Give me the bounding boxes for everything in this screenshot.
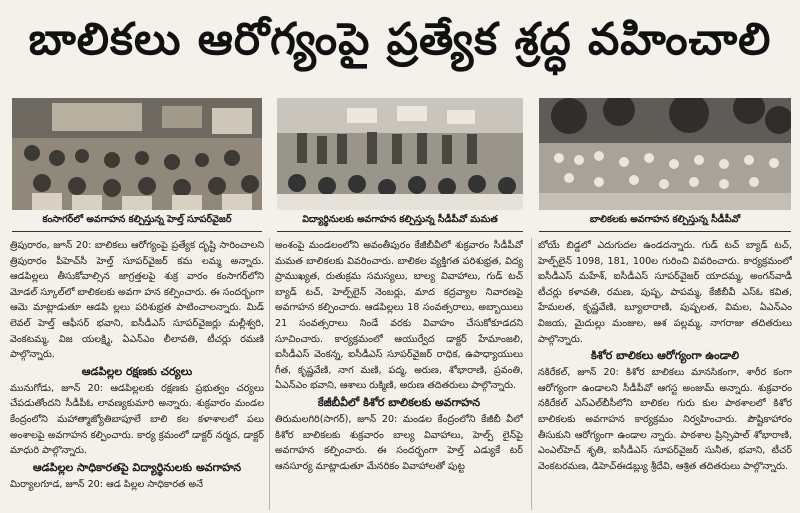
photo-block-2: [277, 98, 523, 234]
column-divider: [269, 238, 270, 510]
photo-caption: బాలికలకు అవగాహన కల్పిస్తున్న సీడీపీవో: [539, 210, 791, 232]
sub-headline: కిశోర బాలికలు ఆరోగ్యంగా ఉండాలి: [590, 349, 740, 363]
article-column-1: [10, 238, 264, 510]
photo-caption: విద్యార్థినులకు అవగాహన కల్పిస్తున్న సీడీపీవో మమత: [277, 210, 523, 232]
article-paragraph: తిరుమలగిరి(సాగర్), జూన్ 20: మండల కేంద్రంలోని కేజీబీ వీలో కిశోర బాలికలకు శుక్రవారం బాల్య వివాహాలు, హెల్ప్ లైన్‌పై అవగాహన కల్పించారు. ఈ సందర్భంగా హెల్త్ ఎడ్యుకే టర్ ఆనసూర్య మాట్లాడుతూ మేనరికం వివాహాలతో పుట్ట: [275, 413, 523, 472]
article-paragraph: బోయే బిడ్డలో ఎదుగుదల ఉండదన్నారు. గుడ్ టచ్ బ్యాడ్ టచ్, హెల్ప్‌లైన్ 1098, 181, 100ల గురించి వివరించారు. కార్యక్రమంలో ఐసీడీఎస్ మహేశ్, ఐసీడీఎస్ సూపర్‌వైజర్ యాదమ్మ, అంగన్‌వాడీ టీచర్లు కళావతి, రమణ, పుష్ప, పాపమ్మ, కేజీబీవీ ఎస్‌ఓ కవిత, హేమలత, కృష్ణవేణి, బ్యూలారాణి, పుష్పలత, విమల, ఏఎన్ఎం విజయ, మైదుల్లు మంజుల, ఆశ పల్లమ్మ, నాగరాజు తదితరులు పాల్గొన్నారు.: [538, 240, 792, 345]
article-headline: బాలికలు ఆరోగ్యంపై ప్రత్యేక శ్రద్ధ వహించాలి: [28, 14, 772, 65]
article-columns: [10, 238, 794, 510]
photo-hall-students: [277, 98, 523, 210]
article-column-3: [538, 238, 792, 510]
sub-headline: ఆడపిల్లల రక్షణకు చర్యలు: [81, 364, 193, 378]
article-paragraph: నకిరేకల్, జూన్ 20: కిశోర బాలికలు మానసికంగా, శారీర కంగా ఆరోగ్యంగా ఉండాలని సీడీపీవో ఆగస్ట అంజుమ్ అన్నారు. శుక్రవారం నకిరేకల్ ఎస్‌ఎల్‌బీసీలోని బాలికల గురు కుల పాఠశాలలో కిశోర బాలికలకు అవగాహన కార్యక్రమం నిర్వహించారు. పౌష్టికాహారం తీసుకుని ఆరోగ్యంగా ఉండాల న్నారు. పాఠశాల ప్రిన్సిపాల్ శోభారాణి, ఎంఎల్‌హెచ్ శృతి, ఐసీడీఎస్ సూపర్‌వైజర్ సునీత, భవాని, టీచర్ వెంకటరమణ, డిహెచ్‌ఈడబ్ల్యు శ్రీదేవి, ఆశ్రిత తదితరులు పాల్గొన్నారు.: [538, 367, 792, 472]
article-paragraph: త్రిపురారం, జూన్ 20: బాలికలు ఆరోగ్యంపై ప్రత్యేక దృష్టి సారించాలని త్రిపురారం పీహెచ్‌సీ హెల్త్ సూపర్‌వైజర్ కమ లమ్మ అన్నారు. ఆడపిల్లలు తీసుకోవాల్సిన జాగ్రత్తలపై శుక్ర వారం కంసాగర్‌లోని మోడల్ స్కూల్‌లో బాలికలకు అవగా హన కల్పించారు. ఈ సందర్భంగా ఆమె మాట్లాడుతూ ఆడపి ల్లలు పరిశుభ్రత పాటించాలన్నారు. మిడ్ లెవల్ హెల్త్ ఆఫీసర్ భవాని, ఐసీడీఎస్ సూపర్‌వైజర్లు మల్లీశ్వరి, వెంకటమ్మ, విజ యలక్ష్మి, ఏఎన్ఎం లీలావతి, టీచర్లు రమణి పాల్గొన్నారు.: [10, 240, 264, 361]
photo-strip: [12, 98, 792, 234]
photo-caption: కంసాగర్‌లో అవగాహన కల్పిస్తున్న హెల్త్ సూపర్‌వైజర్: [12, 210, 262, 232]
article-paragraph: మునుగోడు, జూన్ 20: ఆడపిల్లలకు రక్షణకు ప్రభుత్వం చర్యలు చేపడుతోందని సీడీపీఓ లావణ్యకుమారి అన్నారు. శుక్రవారం మండల కేంద్రంలోని మహాత్మాజ్యోతిబాపూలే బాలి కల కళాశాలలో పలు అంశాలపై అవగాహన కల్పించారు. కార్య క్రమంలో డాక్టర్ నర్మద, డాక్టర్ మాధురి పాల్గొన్నారు.: [10, 382, 264, 457]
photo-classroom-girls: [12, 98, 262, 210]
sub-headline: ఆడపిల్లల సాధికారతపై విద్యార్థినులకు అవగాహన: [32, 460, 242, 474]
sub-headline: కేజీబీవీలో కిశోర బాలికలకు అవగాహన: [317, 395, 481, 409]
photo-block-3: [539, 98, 791, 234]
article-paragraph: అంశంపై మండలంలోని అవంతీపురం కేజీబీవీలో శుక్రవారం సీడీపీవో మమత బాలికలకు వివరించారు. బాలికల వ్యక్తిగత పరిశుభ్రత, విద్య ప్రాముఖ్యత, రుతుక్రమ సమస్యలు, బాల్య వివాహాలు, గుడ్ టచ్ బ్యాడ్ టచ్, హెల్ప్‌లైన్ నెంబర్లు, మాద కద్రవ్యాల నివారణపై అవగాహన కల్పించారు. ఆడపిల్లలు 18 సంవత్సరాలు, అబ్బాయిలు 21 సంవత్సరాలు నిండే వరకు వివాహం చేసుకోకూడదని సూచించారు. కార్యక్రమంలో ఆయుర్వేద డాక్టర్ హేమాంజలి, ఐసీడీఎస్ వెంకన్న, ఐసీడీఎస్ సూపర్‌వైజర్ రాధిక, ఉపాధ్యాయులు గీత, కృష్ణవేణి, నాగ మణి, పద్మ, అరుణ, శోభారాణి, ప్రవంతి, ఏఎన్ఎం భవాని, ఆశాలు రుక్మిణి, అరుణ తదితరులు పాల్గొన్నారు.: [275, 240, 523, 392]
column-divider: [531, 238, 532, 510]
article-column-2: [275, 238, 523, 510]
article-paragraph: మిర్యాలగూడ, జూన్ 20: ఆడ పిల్లల సాధికారత అనే: [10, 478, 203, 490]
photo-outdoor-gathering: [539, 98, 791, 210]
photo-block-1: [12, 98, 262, 234]
